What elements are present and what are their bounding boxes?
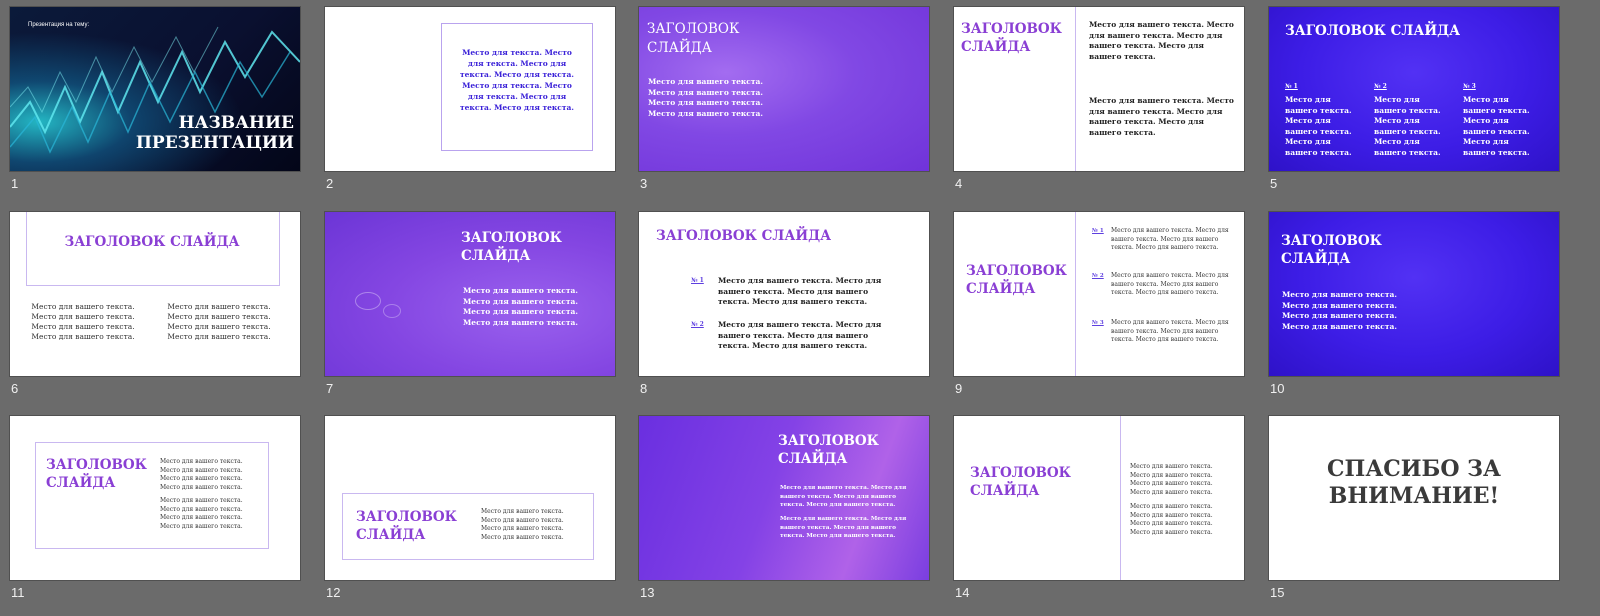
slide-11-title: ЗАГОЛОВОК СЛАЙДА	[46, 457, 147, 491]
slide-cell-9	[954, 212, 1244, 402]
slide-5-col-1-label: № 1	[1285, 83, 1298, 90]
slide-10-title: ЗАГОЛОВОК СЛАЙДА	[1281, 233, 1382, 267]
slide-13-title: ЗАГОЛОВОК СЛАЙДА	[778, 433, 879, 467]
slide-cell-10	[1269, 212, 1559, 402]
slide-9-title: ЗАГОЛОВОК СЛАЙДА	[966, 263, 1067, 297]
slide-12-title: ЗАГОЛОВОК СЛАЙДА	[356, 509, 457, 543]
slide-9-item-3-label: № 3	[1092, 320, 1104, 326]
slide-number-9: 9	[955, 381, 963, 396]
slide-thumbnail-4[interactable]	[954, 7, 1244, 171]
slide-7-body: Место для вашего текста. Место для вашего текста. Место для вашего текста. Место для вашего текста.	[463, 286, 578, 327]
slide-number-7: 7	[326, 381, 334, 396]
slide-number-12: 12	[326, 585, 341, 600]
slide-7-bubble	[383, 304, 401, 318]
slide-10-body: Место для вашего текста. Место для вашего текста. Место для вашего текста. Место для вашего текста.	[1282, 290, 1397, 331]
slide-1-kicker: Презентация на тему:	[28, 22, 90, 28]
slide-number-15: 15	[1270, 585, 1285, 600]
slide-5-col-3-label: № 3	[1463, 83, 1476, 90]
slide-13-body-2: Место для вашего текста. Место для вашего текста. Место для вашего текста. Место для вашего текста.	[780, 516, 907, 539]
slide-cell-15	[1269, 416, 1559, 606]
slide-number-1: 1	[11, 176, 19, 191]
slide-7-title: ЗАГОЛОВОК СЛАЙДА	[461, 230, 562, 264]
slide-thumbnail-8[interactable]	[639, 212, 929, 376]
slide-cell-13	[639, 416, 929, 606]
slide-8-item-2-label: № 2	[691, 321, 704, 328]
slide-cell-4	[954, 7, 1244, 197]
slide-number-6: 6	[11, 381, 19, 396]
slide-5-col-2-text: Место для вашего текста. Место для вашего текста. Место для вашего текста.	[1374, 95, 1441, 157]
slide-number-14: 14	[955, 585, 970, 600]
slide-number-13: 13	[640, 585, 655, 600]
slide-15-title: СПАСИБО ЗА ВНИМАНИЕ!	[1327, 456, 1501, 509]
slide-thumbnail-3[interactable]	[639, 7, 929, 171]
slide-number-8: 8	[640, 381, 648, 396]
slide-thumbnail-7[interactable]	[325, 212, 615, 376]
slide-14-title: ЗАГОЛОВОК СЛАЙДА	[970, 465, 1071, 499]
slide-thumbnail-11[interactable]	[10, 416, 300, 580]
slide-11-body-1: Место для вашего текста. Место для вашего текста. Место для вашего текста. Место для вашего текста.	[160, 458, 243, 491]
slide-cell-2	[325, 7, 615, 197]
slide-14-divider	[1120, 416, 1121, 580]
slide-cell-1	[10, 7, 300, 197]
slide-14-body-1: Место для вашего текста. Место для вашего текста. Место для вашего текста. Место для вашего текста.	[1130, 463, 1213, 496]
slide-number-3: 3	[640, 176, 648, 191]
slide-thumbnail-12[interactable]	[325, 416, 615, 580]
slide-thumbnail-1[interactable]	[10, 7, 300, 171]
slide-9-item-1-text: Место для вашего текста. Место для вашего текста. Место для вашего текста. Место для вашего текста.	[1111, 227, 1229, 251]
slide-thumbnail-6[interactable]	[10, 212, 300, 376]
slide-thumbnail-15[interactable]	[1269, 416, 1559, 580]
slide-thumbnail-5[interactable]	[1269, 7, 1559, 171]
slide-6-body-1: Место для вашего текста. Место для вашего текста. Место для вашего текста. Место для вашего текста.	[31, 302, 135, 341]
slide-8-title: ЗАГОЛОВОК СЛАЙДА	[656, 228, 832, 244]
slide-cell-12	[325, 416, 615, 606]
slide-8-item-1-label: № 1	[691, 277, 704, 284]
slide-4-body-2: Место для вашего текста. Место для вашего текста. Место для вашего текста. Место для вашего текста.	[1089, 96, 1234, 137]
slide-8-item-2-text: Место для вашего текста. Место для вашего текста. Место для вашего текста. Место для вашего текста.	[718, 320, 882, 350]
slide-1-title: НАЗВАНИЕ ПРЕЗЕНТАЦИИ	[135, 113, 294, 153]
slide-cell-3	[639, 7, 929, 197]
slide-3-title: ЗАГОЛОВОК СЛАЙДА	[647, 21, 740, 56]
slide-5-col-3-text: Место для вашего текста. Место для вашего текста. Место для вашего текста.	[1463, 95, 1530, 157]
slide-12-body: Место для вашего текста. Место для вашего текста. Место для вашего текста. Место для вашего текста.	[481, 508, 564, 541]
slide-number-2: 2	[326, 176, 334, 191]
slide-9-item-2-text: Место для вашего текста. Место для вашего текста. Место для вашего текста. Место для вашего текста.	[1111, 272, 1229, 296]
slide-number-4: 4	[955, 176, 963, 191]
slide-5-col-2-label: № 2	[1374, 83, 1387, 90]
slide-2-body: Место для текста. Место для текста. Место для текста. Место для текста. Место для текста. Место для текста. Место для текста. Место для текста.	[460, 48, 574, 112]
slide-cell-5	[1269, 7, 1559, 197]
slide-number-11: 11	[11, 585, 25, 600]
slide-13-body-1: Место для вашего текста. Место для вашего текста. Место для вашего текста. Место для вашего текста.	[780, 485, 907, 508]
slide-8-item-1-text: Место для вашего текста. Место для вашего текста. Место для вашего текста. Место для вашего текста.	[718, 276, 882, 306]
slide-5-title: ЗАГОЛОВОК СЛАЙДА	[1285, 23, 1461, 39]
slide-thumbnail-13[interactable]	[639, 416, 929, 580]
slide-cell-8	[639, 212, 929, 402]
slide-cell-6	[10, 212, 300, 402]
slide-thumbnail-2[interactable]	[325, 7, 615, 171]
slide-9-item-2-label: № 2	[1092, 273, 1104, 279]
slide-9-item-3-text: Место для вашего текста. Место для вашего текста. Место для вашего текста. Место для вашего текста.	[1111, 319, 1229, 343]
slide-3-body: Место для вашего текста. Место для вашего текста. Место для вашего текста. Место для вашего текста.	[648, 77, 763, 118]
slide-number-5: 5	[1270, 176, 1278, 191]
slide-9-divider	[1075, 212, 1076, 376]
slide-cell-14	[954, 416, 1244, 606]
slide-4-body-1: Место для вашего текста. Место для вашего текста. Место для вашего текста. Место для вашего текста.	[1089, 20, 1234, 61]
slide-4-divider	[1075, 7, 1076, 171]
slide-6-body-2: Место для вашего текста. Место для вашего текста. Место для вашего текста. Место для вашего текста.	[167, 302, 271, 341]
slide-14-body-2: Место для вашего текста. Место для вашего текста. Место для вашего текста. Место для вашего текста.	[1130, 503, 1213, 536]
slide-number-10: 10	[1270, 381, 1285, 396]
slide-4-title: ЗАГОЛОВОК СЛАЙДА	[961, 21, 1062, 55]
slide-6-title: ЗАГОЛОВОК СЛАЙДА	[64, 234, 240, 250]
slide-9-item-1-label: № 1	[1092, 228, 1104, 234]
slide-thumbnail-14[interactable]	[954, 416, 1244, 580]
slide-5-col-1-text: Место для вашего текста. Место для вашего текста. Место для вашего текста.	[1285, 95, 1352, 157]
slide-cell-7	[325, 212, 615, 402]
slide-cell-11	[10, 416, 300, 606]
slide-11-body-2: Место для вашего текста. Место для вашего текста. Место для вашего текста. Место для вашего текста.	[160, 497, 243, 530]
slide-thumbnail-10[interactable]	[1269, 212, 1559, 376]
slide-thumbnail-9[interactable]	[954, 212, 1244, 376]
slide-7-bubble	[355, 292, 381, 310]
